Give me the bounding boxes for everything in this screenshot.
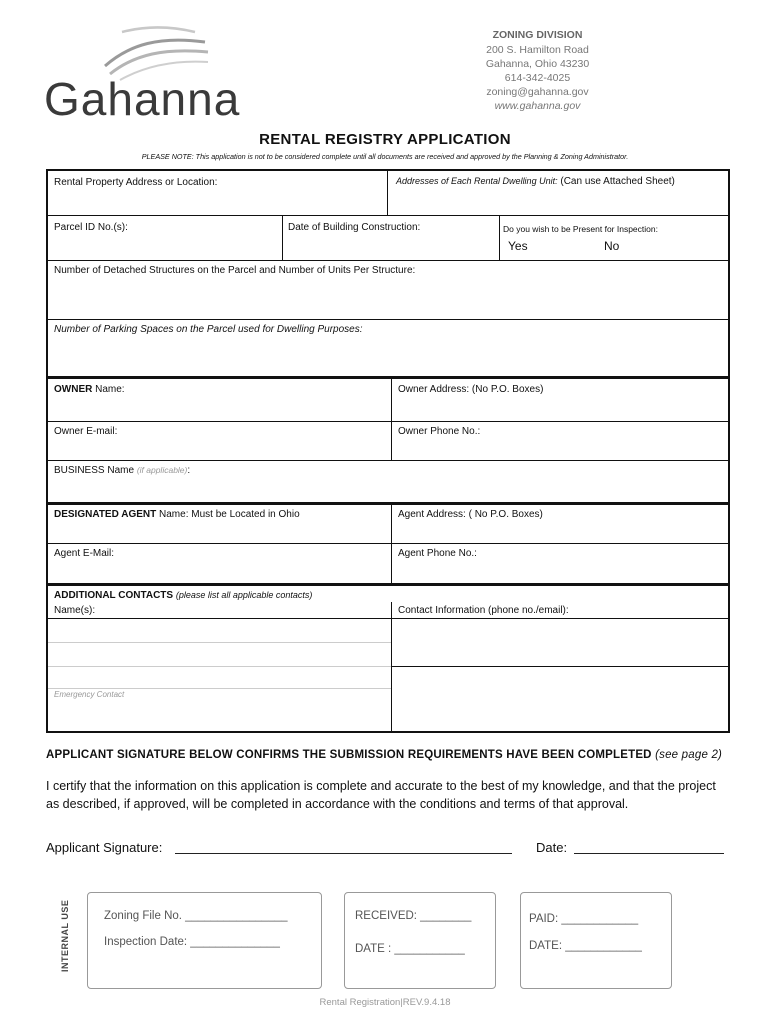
owner-email-label: Owner E-mail: [54,426,118,437]
internal-use-label: INTERNAL USE [60,899,70,972]
detached-structures-label: Number of Detached Structures on the Parcel and Number of Units Per Structure: [54,265,416,276]
document-title: RENTAL REGISTRY APPLICATION [259,131,511,148]
received-field: RECEIVED: ________ [355,910,472,922]
business-note: (if applicable) [136,465,188,475]
logo-text: Gahanna [44,73,241,125]
owner-address-label: Owner Address: (No P.O. Boxes) [398,384,544,395]
owner-bold: OWNER [54,384,93,395]
certification-text: I certify that the information on this application is complete and accurate to the best of my knowledge, and that the project as described, if approved, will be completed in accordance with the conditions and terms of that approval. [46,779,716,811]
business-name-label [54,465,190,476]
signature-heading-text: APPLICANT SIGNATURE BELOW CONFIRMS THE SUBMISSION REQUIREMENTS HAVE BEEN COMPLETED [46,749,652,761]
additional-contacts-label [54,590,312,601]
received-date-field: DATE : ___________ [355,943,465,955]
build-date-label: Date of Building Construction: [288,222,421,233]
address-line-1: 200 S. Hamilton Road [486,44,589,56]
agent-rest: Name: Must be Located in Ohio [156,509,300,520]
signature-heading [46,749,722,761]
agent-email-label: Agent E-Mail: [54,548,115,559]
contact-info-label: Contact Information (phone no./email): [398,605,569,616]
inspection-no[interactable]: No [604,239,620,253]
date-line[interactable] [574,853,724,854]
rental-address-label: Rental Property Address or Location: [54,177,218,188]
paid-date-field: DATE: ____________ [529,940,642,952]
business-text: BUSINESS Name [54,465,135,476]
parcel-id-label: Parcel ID No.(s): [54,222,128,233]
additional-bold: ADDITIONAL CONTACTS [54,590,174,601]
inspection-yes[interactable]: Yes [508,239,528,253]
phone-number: 614-342-4025 [504,72,571,84]
inspection-date-field: Inspection Date: ______________ [104,936,280,948]
email-link[interactable]: zoning@gahanna.gov [486,86,589,98]
parking-spaces-label: Number of Parking Spaces on the Parcel used for Dwelling Purposes: [54,324,363,335]
agent-phone-label: Agent Phone No.: [398,548,477,559]
application-form [46,169,730,733]
names-label: Name(s): [54,605,96,616]
signature-heading-note: (see page 2) [655,749,723,761]
units-note: (Can use Attached Sheet) [560,176,675,187]
applicant-signature-label: Applicant Signature: [46,840,163,855]
business-colon: : [187,465,191,476]
applicant-signature-line[interactable] [175,853,512,854]
website-link[interactable]: www.gahanna.gov [494,100,581,112]
emergency-contact-label: Emergency Contact [54,690,125,699]
units-label-text: Addresses of Each Rental Dwelling Unit: [396,176,558,186]
owner-name-label [54,384,125,395]
address-line-2: Gahanna, Ohio 43230 [485,58,590,70]
received-box [344,892,496,989]
zoning-file-field: Zoning File No. ________________ [104,910,288,922]
paid-field: PAID: ____________ [529,913,639,925]
division-name: ZONING DIVISION [492,29,583,41]
agent-bold: DESIGNATED AGENT [54,509,157,520]
date-label: Date: [536,840,568,855]
owner-phone-label: Owner Phone No.: [398,426,481,437]
inspection-question: Do you wish to be Present for Inspection: [503,224,658,234]
dwelling-units-label [396,176,675,187]
please-note: PLEASE NOTE: This application is not to be considered complete until all documents are received and approved by the Planning & Zoning Administrator. [141,152,629,161]
footer-revision: Rental Registration|REV.9.4.18 [319,997,451,1008]
owner-rest: Name: [92,384,125,395]
agent-name-label [54,509,300,520]
agent-address-label: Agent Address: ( No P.O. Boxes) [398,509,543,520]
additional-note: (please list all applicable contacts) [175,590,313,600]
